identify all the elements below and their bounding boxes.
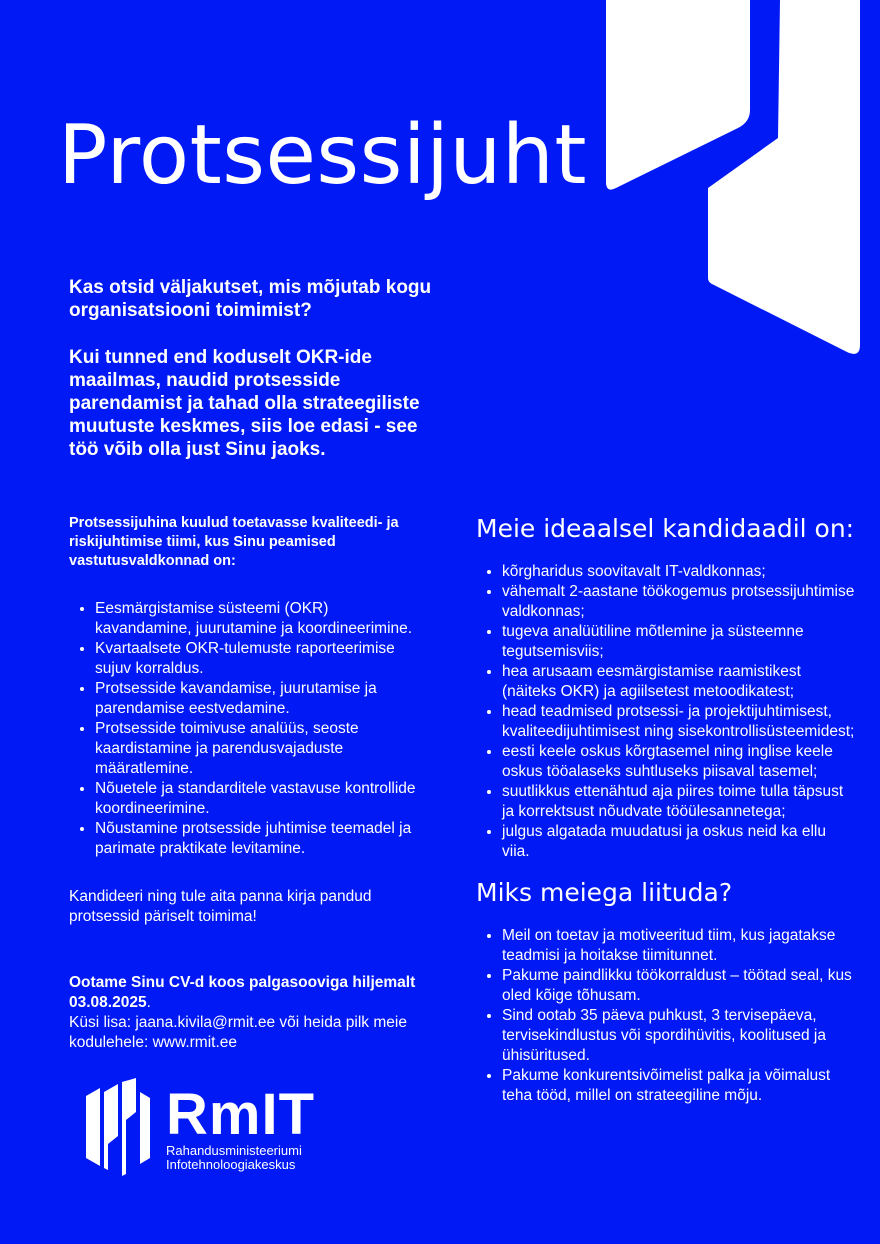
responsibilities-section xyxy=(69,514,429,1053)
list-item: • Nõustamine protsesside juhtimise teemadel ja parimate praktikate levitamine. xyxy=(95,819,429,859)
call-to-action: Kandideeri ning tule aita panna kirja pandud protsessid päriselt toimima! xyxy=(69,888,372,925)
list-item: • vähemalt 2-aastane töökogemus protsessijuhtimise valdkonnas; xyxy=(502,582,856,622)
logo-brand: RmIT xyxy=(166,1082,315,1147)
list-item: • suutlikkus ettenähtud aja piires toime tulla täpsust ja korrektsust nõudvate tööülesannetega; xyxy=(502,782,856,822)
logo-subtitle-2: Infotehnoloogiakeskus xyxy=(166,1157,296,1172)
logo-subtitle-1: Rahandusministeeriumi xyxy=(166,1143,302,1158)
intro-pitch: Kui tunned end koduselt OKR-ide maailmas, naudid protsesside parendamist ja tahad olla strateegiliste muutuste keskmes, siis loe edasi - see töö võib olla just Sinu jaoks. xyxy=(69,347,420,460)
application-info xyxy=(69,973,429,1053)
requirements-heading: Meie ideaalsel kandidaadil on: xyxy=(476,514,855,543)
requirements-list xyxy=(476,562,856,862)
list-item: • hea arusaam eesmärgistamise raamistikest (näiteks OKR) ja agiilsetest metoodikatest; xyxy=(502,662,856,702)
intro-question: Kas otsid väljakutset, mis mõjutab kogu organisatsiooni toimimist? xyxy=(69,277,432,321)
intro xyxy=(69,276,439,485)
logo-text xyxy=(166,1082,315,1172)
page-title: Protsessijuht xyxy=(58,108,588,203)
benefits-heading: Miks meiega liituda? xyxy=(476,878,733,907)
benefits-list xyxy=(476,926,856,1106)
list-item: • Nõuetele ja standarditele vastavuse kontrollide koordineerimine. xyxy=(95,779,429,819)
list-item: • Pakume paindlikku töökorraldust – töötad seal, kus oled kõige tõhusam. xyxy=(502,966,856,1006)
list-item: • kõrgharidus soovitavalt IT-valdkonnas; xyxy=(502,562,856,582)
list-item: • tugeva analüütiline mõtlemine ja süsteemne tegutsemisviis; xyxy=(502,622,856,662)
list-item: • Meil on toetav ja motiveeritud tiim, kus jagatakse teadmisi ja hoitakse tiimitunnet. xyxy=(502,926,856,966)
list-item: • Protsesside toimivuse analüüs, seoste kaardistamine ja parendusvajaduste määratlemine. xyxy=(95,719,429,779)
list-item: • Eesmärgistamise süsteemi (OKR) kavandamine, juurutamine ja koordineerimine. xyxy=(95,599,429,639)
deadline-text: Ootame Sinu CV-d koos palgasooviga hiljemalt 03.08.2025 xyxy=(69,974,416,1011)
responsibilities-lead: Protsessijuhina kuulud toetavasse kvaliteedi- ja riskijuhtimise tiimi, kus Sinu peamised vastutusvaldkonnad on: xyxy=(69,515,399,569)
list-item: • julgus algatada muudatusi ja oskus neid ka ellu viia. xyxy=(502,822,856,862)
responsibilities-list xyxy=(69,599,429,859)
contact-text: Küsi lisa: jaana.kivila@rmit.ee või heida pilk meie kodulehele: www.rmit.ee xyxy=(69,1014,407,1051)
list-item: • head teadmised protsessi- ja projektijuhtimisest, kvaliteedijuhtimisest ning sisekontrollisüsteemidest; xyxy=(502,702,856,742)
list-item: • eesti keele oskus kõrgtasemel ning inglise keele oskus tööalaseks suhtluseks piisaval tasemel; xyxy=(502,742,856,782)
deadline-end: . xyxy=(146,994,151,1011)
list-item: • Protsesside kavandamise, juurutamise ja parendamise eestvedamine. xyxy=(95,679,429,719)
list-item: • Pakume konkurentsivõimelist palka ja võimalust teha tööd, millel on strateegiline mõju. xyxy=(502,1066,856,1106)
list-item: • Sind ootab 35 päeva puhkust, 3 tervisepäeva, tervisekindlustus või spordihüvitis, koolitused ja ühisüritused. xyxy=(502,1006,856,1066)
rmit-logo-icon xyxy=(84,1078,154,1178)
requirements-section xyxy=(476,512,856,1106)
list-item: • Kvartaalsete OKR-tulemuste raporteerimise sujuv korraldus. xyxy=(95,639,429,679)
